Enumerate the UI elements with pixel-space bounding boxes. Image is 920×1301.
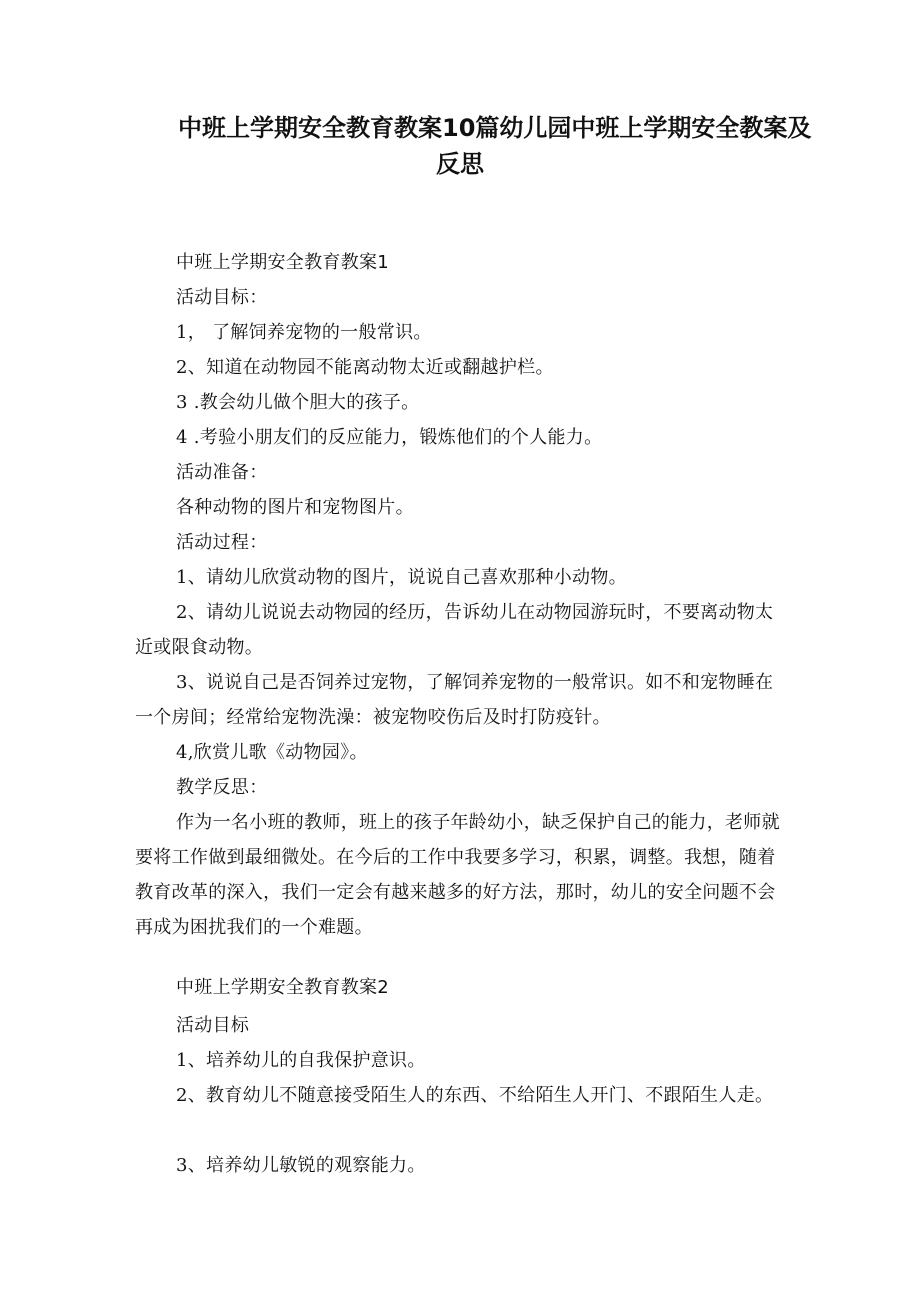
section-2-goals-label: 活动目标: [176, 1015, 250, 1036]
section-2-goal-3: 3、培养幼儿敏锐的观察能力。: [176, 1155, 426, 1176]
section-1-goal-2: 2、知道在动物园不能离动物太近或翻越护栏。: [176, 357, 554, 378]
section-1-heading: 中班上学期安全教育教案1: [176, 252, 390, 273]
section-1-process-2: 2、请幼儿说说去动物园的经历，告诉幼儿在动物园游玩时，不要离动物太近或限食动物。: [135, 602, 774, 658]
section-1-process-4: 4,欣赏儿歌《动物园》。: [176, 742, 368, 763]
section-1-process-1: 1、请幼儿欣赏动物的图片，说说自己喜欢那种小动物。: [176, 567, 627, 588]
section-1-prep: 各种动物的图片和宠物图片。: [176, 497, 414, 518]
section-1-goal-1: 1， 了解饲养宠物的一般常识。: [176, 322, 432, 343]
document-title: [140, 110, 820, 182]
title-line-2: 反思: [436, 150, 484, 178]
section-1-reflection-label: 教学反思：: [176, 777, 268, 798]
section-1-prep-label: 活动准备：: [176, 462, 268, 483]
section-1-reflection: 作为一名小班的教师，班上的孩子年龄幼小，缺乏保护自己的能力，老师就要将工作做到最细微处。在今后的工作中我要多学习，积累，调整。我想，随着教育改革的深入，我们一定会有越来越多的好方法，那时，幼儿的安全问题不会再成为困扰我们的一个难题。: [135, 812, 780, 938]
section-1-goal-3: 3 .教会幼儿做个胆大的孩子。: [176, 392, 420, 413]
section-2-heading: 中班上学期安全教育教案2: [176, 977, 390, 998]
section-1-process-3: 3、说说自己是否饲养过宠物，了解饲养宠物的一般常识。如不和宠物睡在一个房间；经常给宠物洗澡：被宠物咬伤后及时打防疫针。: [135, 672, 774, 728]
section-1-goals-label: 活动目标：: [176, 287, 268, 308]
section-2-goal-2: 2、教育幼儿不随意接受陌生人的东西、不给陌生人开门、不跟陌生人走。: [176, 1085, 774, 1106]
title-line-1: 中班上学期安全教育教案10篇幼儿园中班上学期安全教案及: [178, 114, 812, 142]
section-2-goal-1: 1、培养幼儿的自我保护意识。: [176, 1050, 426, 1071]
section-1-goal-4: 4 .考验小朋友们的反应能力，锻炼他们的个人能力。: [176, 427, 603, 448]
section-1-process-label: 活动过程：: [176, 532, 268, 553]
